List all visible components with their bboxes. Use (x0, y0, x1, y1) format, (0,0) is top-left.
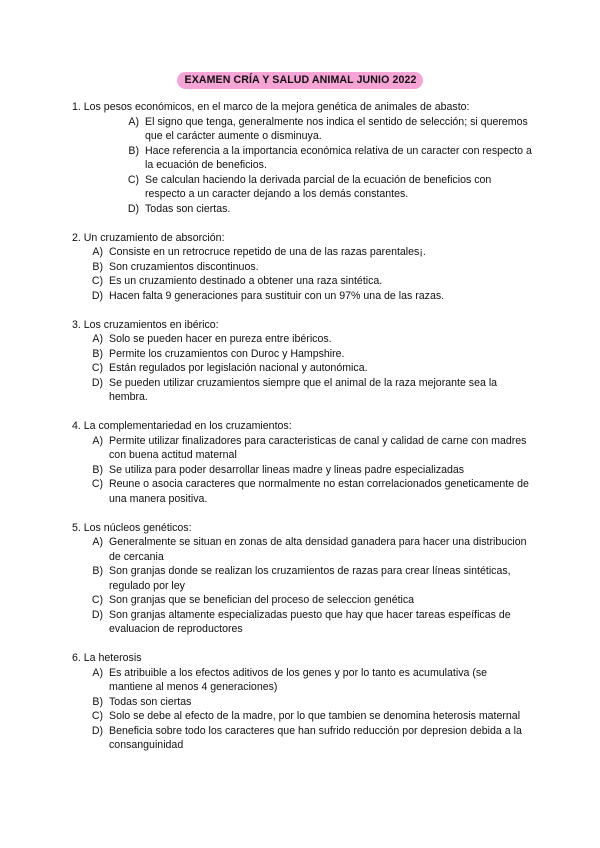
option-text: Solo se debe al efecto de la madre, por lo que tambien se denomina heterosis maternal (109, 710, 521, 722)
option-b (88, 260, 532, 275)
option-text: Es atribuible a los efectos aditivos de los genes y por lo tanto es acumulativa (se mantiene al menos 4 generaciones) (109, 666, 488, 693)
option-text: Se calculan haciendo la derivada parcial de la ecuación de beneficios con respecto a un caracter dejando a los demás constantes. (145, 173, 492, 200)
question-1 (72, 100, 532, 216)
question-text: 1. Los pesos económicos, en el marco de la mejora genética de animales de abasto: (72, 101, 470, 113)
option-c (88, 274, 532, 289)
option-text: Todas son ciertas (109, 695, 192, 708)
option-letter: B) (92, 347, 103, 360)
exam-body (72, 100, 532, 767)
option-text: Están regulados por legislación nacional y autonómica. (109, 362, 368, 374)
option-letter: D) (91, 724, 103, 737)
option-d (88, 289, 532, 304)
option-d (88, 376, 532, 405)
option-d (124, 202, 532, 217)
option-letter: A) (92, 434, 103, 447)
option-letter: A) (92, 246, 103, 258)
question-text: 5. Los núcleos genéticos: (72, 521, 192, 534)
option-letter: B) (92, 695, 103, 708)
question-6 (72, 651, 532, 753)
option-list (72, 666, 532, 753)
option-letter: A) (128, 115, 139, 128)
option-text: El signo que tenga, generalmente nos indica el sentido de selección; si queremos que el carácter aumente o disminuya. (145, 115, 528, 142)
option-a (124, 115, 532, 144)
option-text: Generalmente se situan en zonas de alta densidad ganadera para hacer una distribucion de cercania (109, 536, 527, 563)
option-text: Son granjas donde se realizan los cruzamientos de razas para crear líneas sintéticas, regulado por ley (109, 565, 511, 592)
option-text: Se pueden utilizar cruzamientos siempre que el animal de la raza mejorante sea la hembra. (109, 376, 498, 403)
option-c (88, 709, 532, 724)
option-text: Consiste en un retrocruce repetido de una de las razas parentales¡. (109, 246, 426, 258)
option-a (88, 666, 532, 695)
option-letter: A) (92, 536, 103, 548)
option-b (88, 347, 532, 362)
option-d (88, 608, 532, 637)
option-c (88, 361, 532, 376)
exam-title: EXAMEN CRÍA Y SALUD ANIMAL JUNIO 2022 (177, 72, 424, 89)
option-letter: A) (92, 666, 103, 679)
option-a (88, 434, 532, 463)
option-a (88, 245, 532, 260)
option-letter: D) (91, 376, 103, 389)
question-text: 4. La complementariedad en los cruzamientos: (72, 420, 292, 432)
option-letter: A) (92, 333, 103, 345)
option-letter: B) (128, 144, 139, 157)
option-letter: C) (91, 275, 103, 287)
option-d (88, 724, 532, 753)
option-letter: D) (91, 608, 103, 621)
option-c (124, 173, 532, 202)
option-letter: B) (92, 463, 103, 476)
option-letter: C) (91, 362, 103, 374)
question-text: 6. La heterosis (72, 652, 142, 664)
option-list (72, 535, 532, 637)
option-text: Beneficia sobre todo los caracteres que han sufrido reducción por depresion debida a la consanguinidad (109, 724, 522, 751)
question-text: 3. Los cruzamientos en ibérico: (72, 318, 219, 331)
question-5 (72, 521, 532, 637)
option-letter: D) (127, 202, 139, 215)
option-text: Hacen falta 9 generaciones para sustituir con un 97% una de las razas. (109, 289, 445, 302)
option-letter: B) (92, 260, 103, 273)
option-list (72, 332, 532, 405)
option-text: Hace referencia a la importancia económica relativa de un caracter con respecto a la ecuación de beneficios. (145, 144, 532, 171)
option-c (88, 477, 532, 506)
option-text: Son granjas altamente especializadas puesto que hay que hacer tareas espeíficas de evaluacion de reproductores (109, 608, 511, 635)
option-list (72, 115, 532, 217)
option-letter: C) (91, 594, 103, 606)
option-list (72, 245, 532, 303)
option-text: Es un cruzamiento destinado a obtener una raza sintética. (109, 275, 383, 287)
option-text: Reune o asocia caracteres que normalmente no estan correlacionados geneticamente de una manera positiva. (109, 478, 529, 505)
option-text: Solo se pueden hacer en pureza entre ibéricos. (109, 333, 332, 345)
question-4 (72, 419, 532, 506)
option-text: Son granjas que se benefician del proceso de seleccion genética (109, 594, 415, 606)
option-b (124, 144, 532, 173)
option-text: Son cruzamientos discontinuos. (109, 260, 259, 273)
option-letter: C) (91, 710, 103, 722)
option-letter: D) (91, 289, 103, 302)
option-letter: C) (91, 478, 103, 490)
option-text: Todas son ciertas. (145, 202, 231, 215)
title-wrapper (0, 70, 600, 89)
option-a (88, 535, 532, 564)
option-b (88, 564, 532, 593)
option-text: Se utiliza para poder desarrollar lineas madre y lineas padre especializadas (109, 463, 465, 476)
option-text: Permite los cruzamientos con Duroc y Hampshire. (109, 347, 345, 360)
option-c (88, 593, 532, 608)
question-2 (72, 231, 532, 304)
question-text: 2. Un cruzamiento de absorción: (72, 231, 225, 244)
option-b (88, 463, 532, 478)
option-list (72, 434, 532, 507)
option-letter: B) (92, 565, 103, 577)
option-letter: C) (127, 173, 139, 186)
option-text: Permite utilizar finalizadores para caracteristicas de canal y calidad de carne con madres con buena actitud maternal (109, 434, 527, 461)
option-a (88, 332, 532, 347)
option-b (88, 695, 532, 710)
question-3 (72, 318, 532, 405)
